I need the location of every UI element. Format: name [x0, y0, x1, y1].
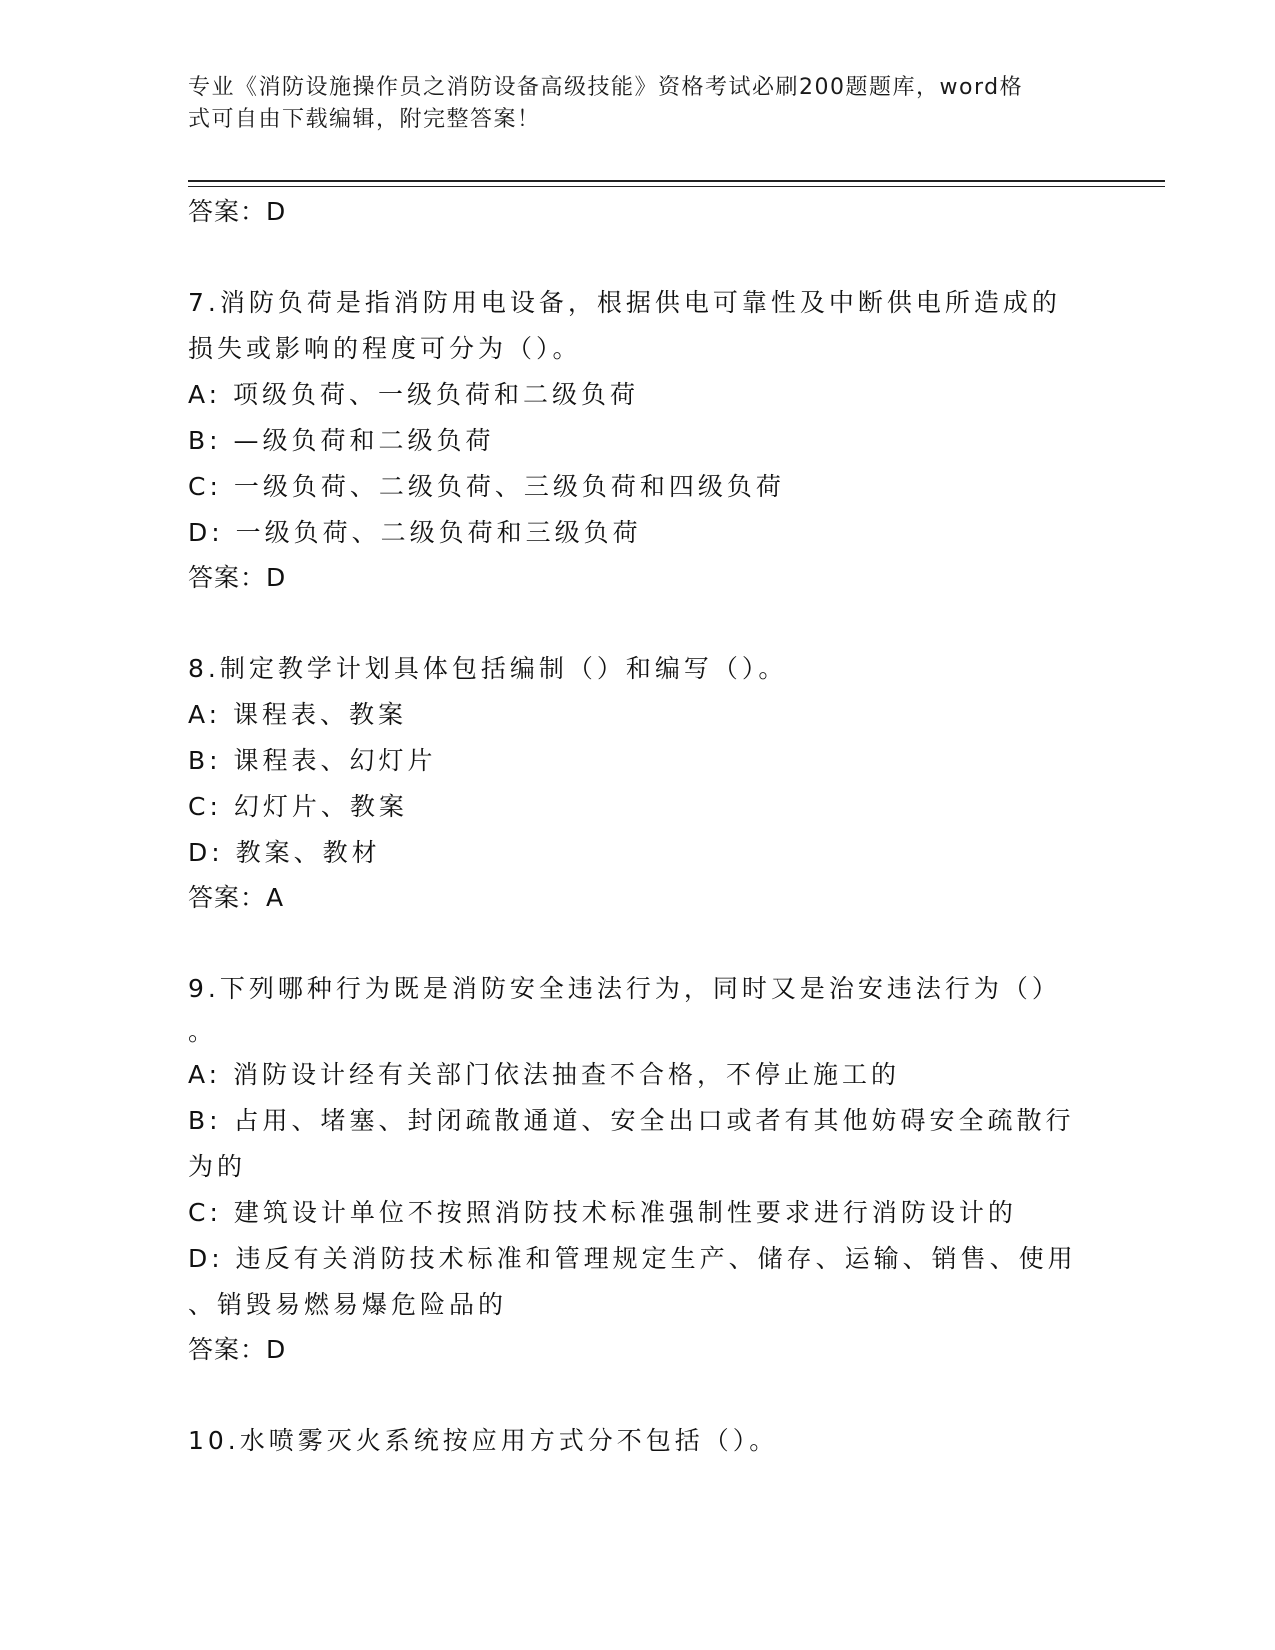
option-c: C: 幻灯片、教案: [188, 792, 408, 821]
header-rule-thick: [188, 180, 1165, 182]
option-d: D: 一级负荷、二级负荷和三级负荷: [188, 518, 642, 547]
answer-q7: 答案：D: [188, 563, 287, 592]
option-b: B: 占用、堵塞、封闭疏散通道、安全出口或者有其他妨碍安全疏散行: [188, 1106, 1075, 1135]
header-line-1: 专业《消防设施操作员之消防设备高级技能》资格考试必刷200题题库，word格: [188, 75, 1024, 100]
option-c: C: 建筑设计单位不按照消防技术标准强制性要求进行消防设计的: [188, 1198, 1017, 1227]
option-d-continued: 、销毁易燃易爆危险品的: [188, 1290, 508, 1319]
question-7: [188, 280, 1088, 602]
question-text: 损失或影响的程度可分为（）。: [188, 334, 582, 363]
option-b: B: 课程表、幻灯片: [188, 746, 437, 775]
option-a: A: 消防设计经有关部门依法抽查不合格，不停止施工的: [188, 1060, 901, 1089]
document-body: [188, 190, 1088, 1464]
option-d: D: 违反有关消防技术标准和管理规定生产、储存、运输、销售、使用: [188, 1244, 1077, 1273]
question-10: [188, 1418, 1088, 1464]
question-9: [188, 966, 1088, 1374]
answer-q8: 答案：A: [188, 883, 285, 912]
answer-q6: 答案：D: [188, 197, 287, 226]
question-text: 8.制定教学计划具体包括编制（）和编写（）。: [188, 654, 788, 683]
option-a: A: 课程表、教案: [188, 700, 408, 729]
header-rule-thin: [188, 186, 1165, 187]
header-line-2: 式可自由下载编辑，附完整答案！: [188, 107, 541, 132]
question-text: 。: [188, 1017, 218, 1046]
question-text: 7.消防负荷是指消防用电设备，根据供电可靠性及中断供电所造成的: [188, 288, 1061, 317]
document-header: [188, 72, 1068, 136]
question-text: 10.水喷雾灭火系统按应用方式分不包括（）。: [188, 1426, 779, 1455]
option-d: D: 教案、教材: [188, 838, 381, 867]
option-b-continued: 为的: [188, 1152, 247, 1181]
option-a: A: 项级负荷、一级负荷和二级负荷: [188, 380, 640, 409]
option-b: B: —级负荷和二级负荷: [188, 426, 495, 455]
answer-q9: 答案：D: [188, 1335, 287, 1364]
question-8: [188, 646, 1088, 922]
option-c: C: 一级负荷、二级负荷、三级负荷和四级负荷: [188, 472, 785, 501]
question-text: 9.下列哪种行为既是消防安全违法行为，同时又是治安违法行为（）: [188, 974, 1061, 1003]
